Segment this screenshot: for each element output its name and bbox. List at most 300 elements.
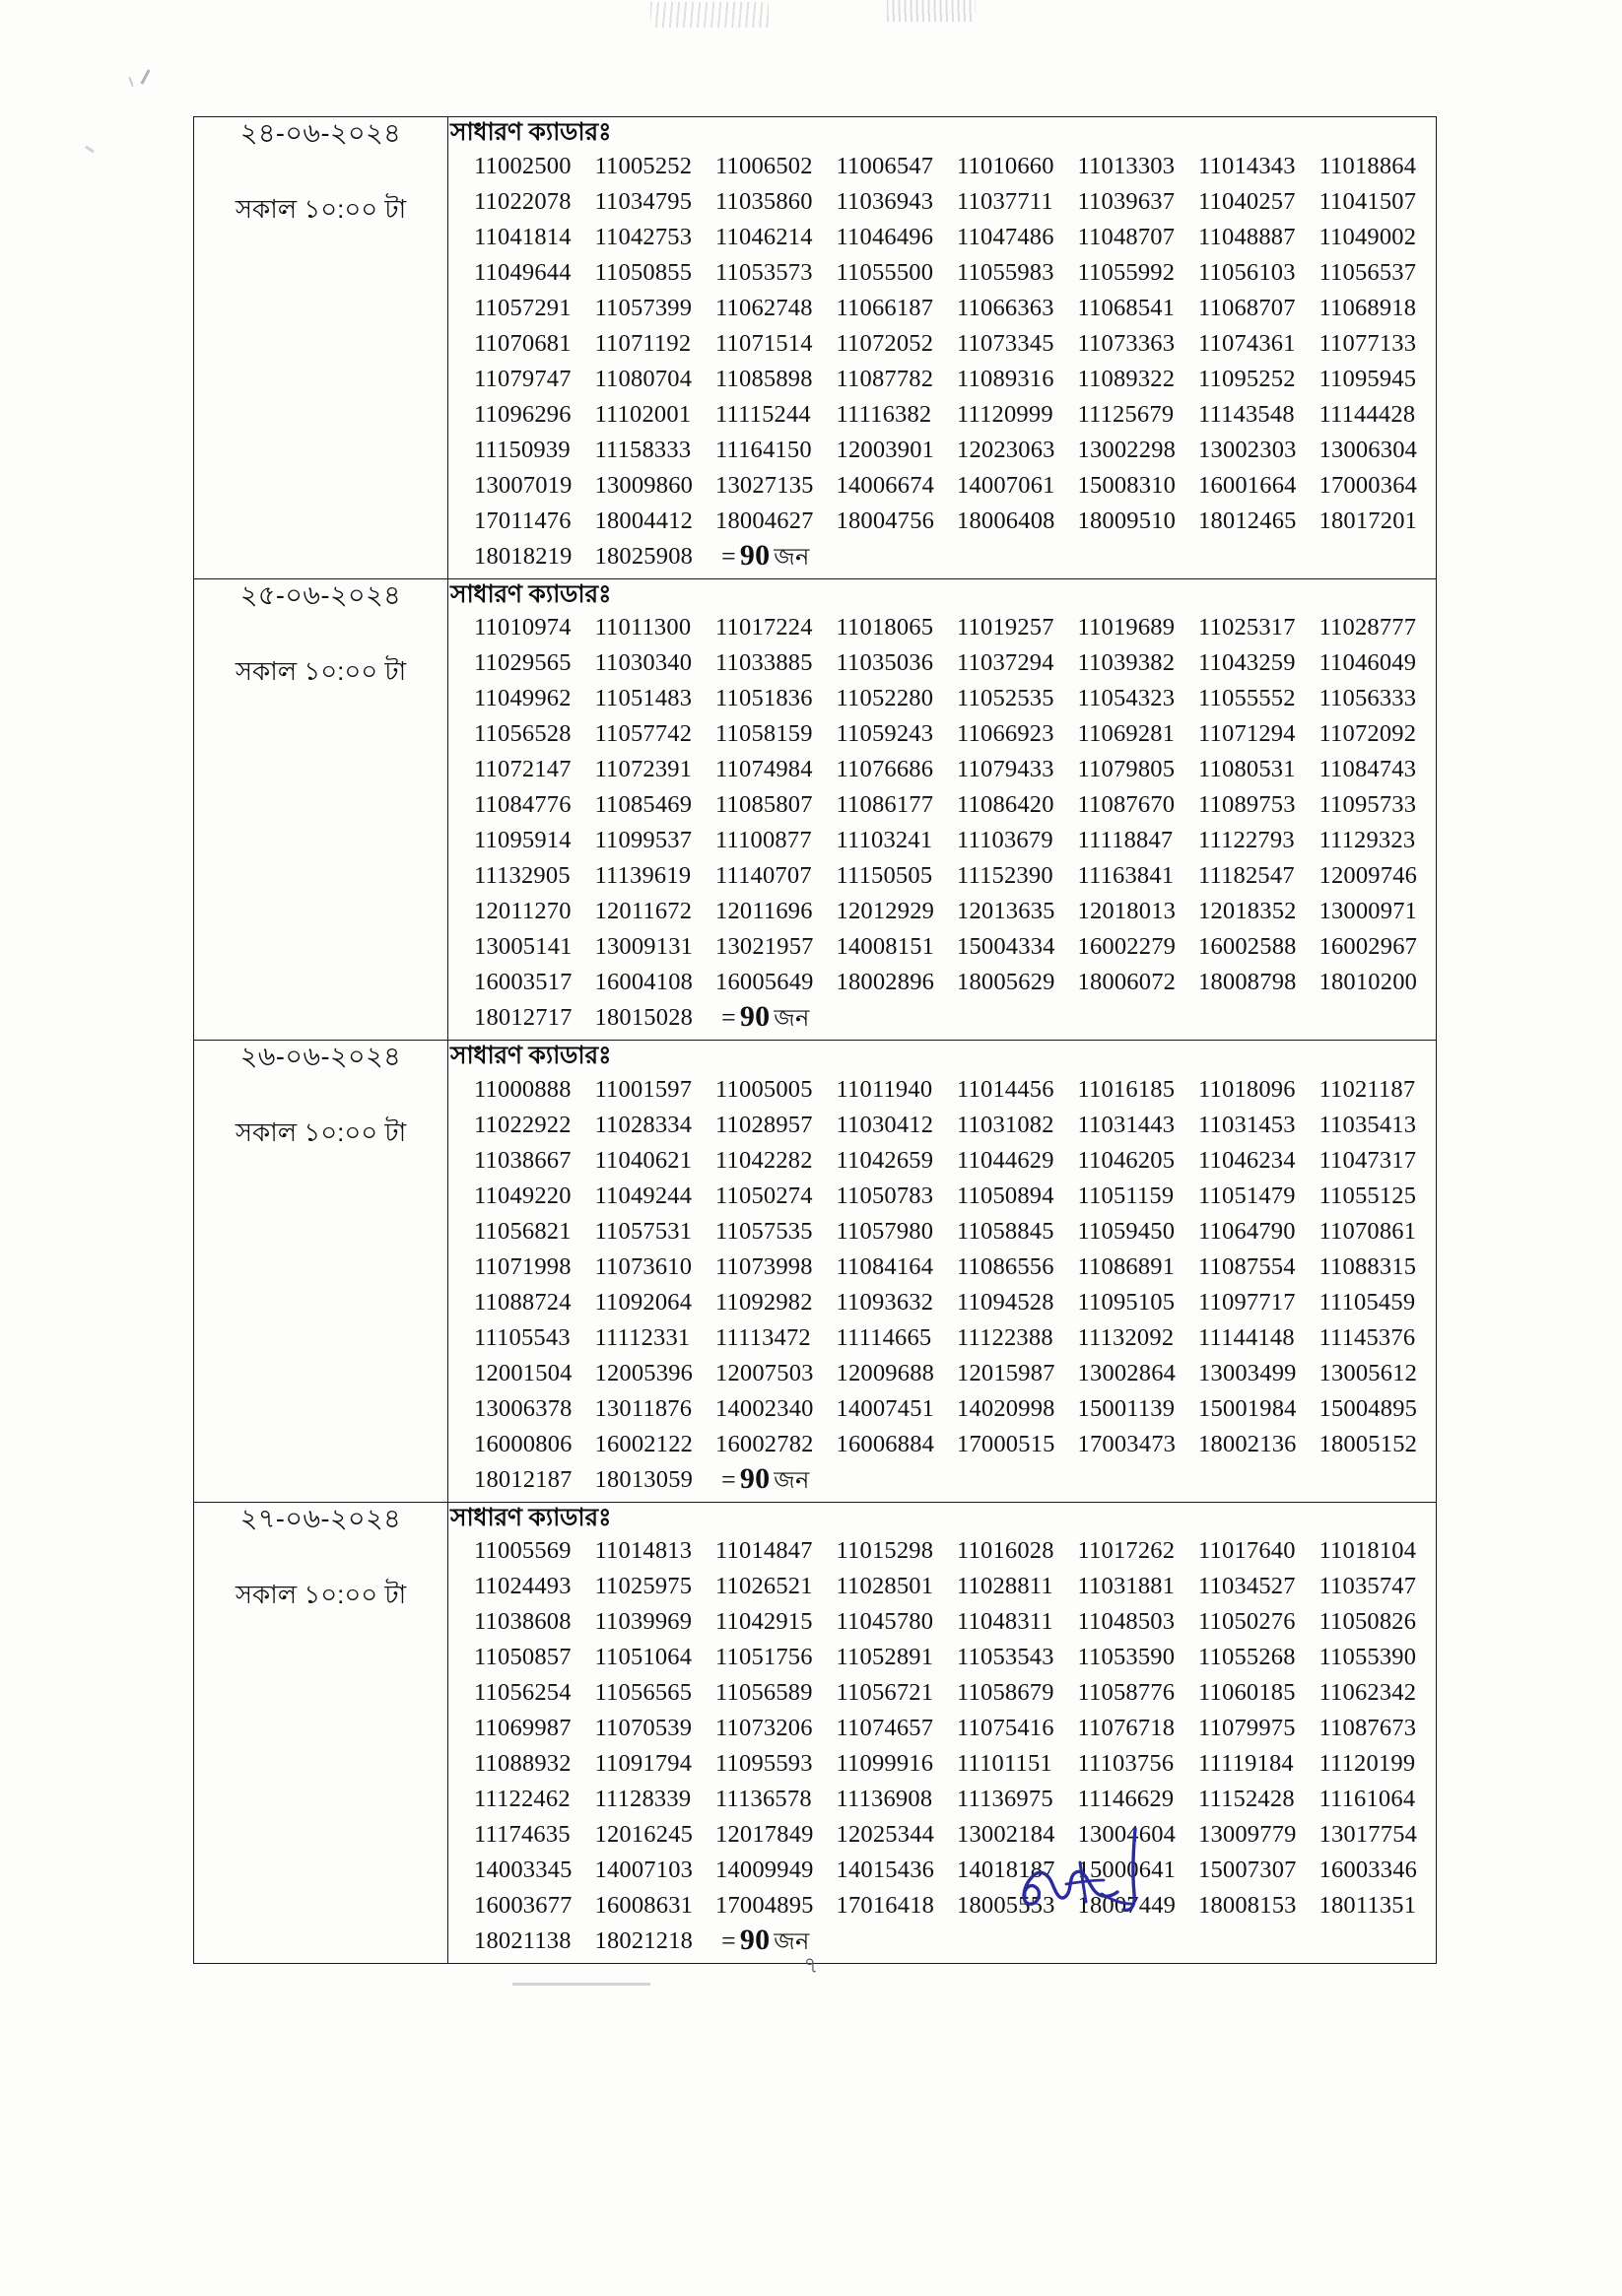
roll-number: 11088315 <box>1318 1252 1417 1280</box>
cadre-heading: সাধারণ ক্যাডারঃ <box>450 579 612 608</box>
roll-number: 11116382 <box>836 400 932 428</box>
roll-number: 11052280 <box>836 685 934 711</box>
roll-number: 11059243 <box>836 720 934 747</box>
roll-number: 11048503 <box>1077 1608 1176 1635</box>
roll-number: 11046214 <box>715 223 813 250</box>
roll-number: 11087782 <box>836 365 934 392</box>
roll-number: 11055500 <box>836 258 934 286</box>
scan-artifact-top-right <box>887 0 976 22</box>
roll-number: 18007449 <box>1077 1892 1177 1919</box>
roll-number: 16003677 <box>474 1892 573 1919</box>
roll-number: 11152390 <box>957 862 1053 889</box>
roll-number-grid <box>448 1533 1436 1963</box>
roll-number: 11005252 <box>594 152 693 179</box>
roll-number: 11152428 <box>1198 1786 1295 1812</box>
roll-number: 13002298 <box>1077 436 1177 463</box>
total-count-value: 90 <box>739 538 771 572</box>
roll-number: 15004895 <box>1318 1394 1418 1422</box>
roll-number: 11019689 <box>1077 614 1176 641</box>
roll-number: 11091794 <box>594 1750 693 1777</box>
roll-number: 18015028 <box>594 1004 694 1031</box>
roll-number: 16000806 <box>474 1430 573 1457</box>
roll-list-cell <box>448 1041 1437 1503</box>
roll-number: 11055983 <box>957 258 1054 286</box>
total-count-unit: জন <box>774 543 810 571</box>
roll-number: 13002303 <box>1198 436 1297 463</box>
roll-number: 11071514 <box>715 329 813 357</box>
roll-number: 11136578 <box>715 1786 812 1812</box>
roll-number: 14020998 <box>957 1394 1055 1422</box>
scan-artifact-left-3 <box>85 145 95 153</box>
roll-number: 14002340 <box>715 1394 814 1422</box>
scan-artifact-top-left <box>650 2 769 28</box>
roll-number: 18017201 <box>1318 506 1418 534</box>
equals-sign: = <box>721 1464 736 1494</box>
roll-number: 11057980 <box>836 1217 934 1245</box>
roll-number: 18005629 <box>957 969 1055 995</box>
roll-number: 11010974 <box>474 614 572 641</box>
roll-number: 13009131 <box>594 933 694 960</box>
total-count-marker <box>715 539 833 578</box>
roll-number: 18004627 <box>715 506 814 534</box>
roll-number: 12012929 <box>836 898 935 924</box>
roll-number: 11086420 <box>957 791 1054 818</box>
schedule-row <box>194 1041 1437 1503</box>
roll-number: 11164150 <box>715 436 812 463</box>
scan-artifact-left-2 <box>128 77 133 87</box>
roll-number: 14015436 <box>836 1857 935 1883</box>
roll-number: 11046496 <box>836 223 934 250</box>
roll-number: 11058679 <box>957 1679 1054 1706</box>
exam-time: সকাল ১০:০০ টা <box>235 1579 407 1609</box>
roll-number: 16002279 <box>1077 933 1177 960</box>
roll-number: 11042915 <box>715 1608 813 1635</box>
roll-number: 11163841 <box>1077 862 1175 889</box>
roll-number: 18004412 <box>594 506 694 534</box>
roll-number: 17016418 <box>836 1892 935 1919</box>
roll-number: 17003473 <box>1077 1430 1177 1457</box>
roll-number: 18005152 <box>1318 1430 1418 1457</box>
roll-number: 11073610 <box>594 1252 693 1280</box>
roll-number: 11040257 <box>1198 187 1296 215</box>
roll-number: 16001664 <box>1198 471 1297 499</box>
roll-number: 11112331 <box>594 1323 691 1351</box>
cadre-heading: সাধারণ ক্যাডারঃ <box>450 118 612 146</box>
roll-number: 11042753 <box>594 223 693 250</box>
date-time-cell <box>194 1502 448 1964</box>
roll-number: 11057742 <box>594 720 693 747</box>
roll-number: 11139619 <box>594 862 692 889</box>
roll-number: 11050894 <box>957 1182 1054 1209</box>
roll-number: 11066363 <box>957 294 1054 321</box>
roll-number: 11030412 <box>836 1111 934 1138</box>
total-count-unit: জন <box>774 1005 810 1032</box>
roll-number: 11128339 <box>594 1786 692 1812</box>
total-count-unit: জন <box>774 1928 810 1955</box>
roll-number: 16002122 <box>594 1430 694 1457</box>
roll-number: 11086556 <box>957 1252 1054 1280</box>
roll-number: 12003901 <box>836 436 935 463</box>
roll-number: 11053590 <box>1077 1644 1176 1670</box>
equals-sign: = <box>721 1003 736 1032</box>
roll-number: 11048311 <box>957 1608 1053 1635</box>
roll-number: 11057291 <box>474 294 572 321</box>
roll-number: 12018352 <box>1198 898 1297 924</box>
roll-number: 11015298 <box>836 1537 934 1564</box>
roll-number: 11047486 <box>957 223 1054 250</box>
roll-number: 11115244 <box>715 400 811 428</box>
roll-number: 11050857 <box>474 1644 572 1670</box>
roll-list-cell <box>448 1502 1437 1964</box>
roll-number: 11028501 <box>836 1573 934 1599</box>
roll-number: 11068918 <box>1318 294 1417 321</box>
roll-number: 11103679 <box>957 827 1053 853</box>
roll-number: 11161064 <box>1318 1786 1416 1812</box>
roll-number: 11042659 <box>836 1146 934 1174</box>
roll-number: 18005553 <box>957 1892 1055 1919</box>
roll-number: 11077133 <box>1318 329 1417 357</box>
roll-number: 17004895 <box>715 1892 814 1919</box>
roll-number: 11085807 <box>715 791 813 818</box>
roll-number: 11057531 <box>594 1217 693 1245</box>
roll-number: 11013303 <box>1077 152 1176 179</box>
roll-number: 11056333 <box>1318 685 1417 711</box>
roll-number: 11028334 <box>594 1111 693 1138</box>
roll-number: 11071998 <box>474 1252 572 1280</box>
roll-number: 15004334 <box>957 933 1055 960</box>
roll-number: 11080531 <box>1198 756 1296 782</box>
roll-number: 11029565 <box>474 649 572 676</box>
roll-number: 11140707 <box>715 862 812 889</box>
roll-number: 11031443 <box>1077 1111 1176 1138</box>
roll-number: 13002184 <box>957 1821 1055 1848</box>
roll-number: 11022078 <box>474 187 572 215</box>
cadre-heading: সাধারণ ক্যাডারঃ <box>450 1042 612 1069</box>
roll-number: 11102001 <box>594 400 692 428</box>
roll-number: 11005569 <box>474 1537 572 1564</box>
roll-number: 11084776 <box>474 791 572 818</box>
roll-number: 11050274 <box>715 1182 813 1209</box>
roll-number: 11046205 <box>1077 1146 1176 1174</box>
roll-number: 11136975 <box>957 1786 1053 1812</box>
total-count-unit: জন <box>774 1466 810 1494</box>
roll-number: 11086891 <box>1077 1252 1176 1280</box>
roll-number: 13007019 <box>474 471 573 499</box>
exam-time: সকাল ১০:০০ টা <box>235 194 407 225</box>
roll-number: 11114665 <box>836 1323 932 1351</box>
roll-number: 11050826 <box>1318 1608 1417 1635</box>
roll-number: 12023063 <box>957 436 1055 463</box>
roll-number: 11041814 <box>474 223 572 250</box>
roll-number: 18006408 <box>957 506 1055 534</box>
date-time-cell <box>194 117 448 579</box>
roll-number: 11095252 <box>1198 365 1296 392</box>
roll-number: 11052891 <box>836 1644 934 1670</box>
roll-number: 11046234 <box>1198 1146 1296 1174</box>
roll-number: 11088724 <box>474 1288 572 1316</box>
roll-number: 11010660 <box>957 152 1054 179</box>
roll-number: 11055552 <box>1198 685 1296 711</box>
roll-number: 11056589 <box>715 1679 813 1706</box>
roll-number: 11074657 <box>836 1715 934 1741</box>
roll-number: 11049962 <box>474 685 572 711</box>
roll-number: 11182547 <box>1198 862 1295 889</box>
roll-number: 11150939 <box>474 436 571 463</box>
roll-number: 11039969 <box>594 1608 693 1635</box>
roll-number: 11002500 <box>474 152 572 179</box>
roll-number: 11103241 <box>836 827 933 853</box>
roll-number: 11016028 <box>957 1537 1054 1564</box>
roll-number: 11034795 <box>594 187 693 215</box>
roll-number: 11057535 <box>715 1217 813 1245</box>
roll-number: 11072147 <box>474 756 572 782</box>
roll-number: 11048887 <box>1198 223 1296 250</box>
roll-number: 11122793 <box>1198 827 1295 853</box>
exam-time: সকাল ১০:০০ টা <box>235 1117 407 1148</box>
roll-number: 11037294 <box>957 649 1054 676</box>
roll-number: 11174635 <box>474 1821 571 1848</box>
roll-number: 11031881 <box>1077 1573 1176 1599</box>
roll-number: 11035413 <box>1318 1111 1417 1138</box>
roll-number: 11051159 <box>1077 1182 1175 1209</box>
roll-number: 11069281 <box>1077 720 1176 747</box>
roll-number: 11071192 <box>594 329 692 357</box>
exam-schedule-sheet <box>193 116 1437 1964</box>
roll-number: 11066923 <box>957 720 1054 747</box>
roll-number: 15007307 <box>1198 1857 1297 1883</box>
roll-number: 11040621 <box>594 1146 693 1174</box>
roll-number: 11070539 <box>594 1715 693 1741</box>
roll-number: 17000515 <box>957 1430 1055 1457</box>
roll-number: 11066187 <box>836 294 934 321</box>
roll-list-cell <box>448 578 1437 1041</box>
roll-number: 11072092 <box>1318 720 1417 747</box>
roll-number: 15000641 <box>1077 1857 1177 1883</box>
roll-number: 12009688 <box>836 1359 935 1386</box>
roll-number: 11122388 <box>957 1323 1053 1351</box>
roll-number: 11145376 <box>1318 1323 1416 1351</box>
roll-number: 11053543 <box>957 1644 1054 1670</box>
roll-number: 14003345 <box>474 1857 573 1883</box>
roll-number: 11119184 <box>1198 1750 1294 1777</box>
roll-number: 11099916 <box>836 1750 934 1777</box>
roll-number: 11100877 <box>715 827 812 853</box>
roll-number: 14006674 <box>836 471 935 499</box>
exam-date: ২৪-০৬-২০২৪ <box>239 118 402 148</box>
roll-number: 18012717 <box>474 1004 573 1031</box>
roll-number: 11056528 <box>474 720 572 747</box>
roll-number: 11035036 <box>836 649 934 676</box>
roll-number: 11105459 <box>1318 1288 1416 1316</box>
roll-number: 12018013 <box>1077 898 1177 924</box>
roll-number: 11095105 <box>1077 1288 1176 1316</box>
roll-number: 11051479 <box>1198 1182 1296 1209</box>
roll-number: 12009746 <box>1318 862 1418 889</box>
total-count-value: 90 <box>739 1461 771 1495</box>
roll-number: 11058845 <box>957 1217 1054 1245</box>
roll-number: 14018187 <box>957 1857 1055 1883</box>
roll-number: 13003499 <box>1198 1359 1297 1386</box>
roll-number: 11075416 <box>957 1715 1054 1741</box>
exam-date: ২৫-০৬-২০২৪ <box>239 579 402 610</box>
roll-number: 11144148 <box>1198 1323 1295 1351</box>
roll-number: 18012465 <box>1198 506 1297 534</box>
roll-number: 11072052 <box>836 329 934 357</box>
roll-number: 11120999 <box>957 400 1053 428</box>
cadre-heading: সাধারণ ক্যাডারঃ <box>450 1503 612 1531</box>
roll-number: 11006502 <box>715 152 813 179</box>
roll-number: 11092982 <box>715 1288 813 1316</box>
roll-number: 11072391 <box>594 756 693 782</box>
roll-number: 11073998 <box>715 1252 813 1280</box>
roll-number: 11031082 <box>957 1111 1054 1138</box>
roll-number: 11028777 <box>1318 614 1417 641</box>
roll-number: 11073206 <box>715 1715 813 1741</box>
roll-number: 12005396 <box>594 1359 694 1386</box>
roll-number: 16003517 <box>474 969 573 995</box>
roll-number: 11039382 <box>1077 649 1176 676</box>
exam-date: ২৬-০৬-২০২৪ <box>239 1042 402 1071</box>
roll-number: 11093632 <box>836 1288 934 1316</box>
roll-number: 11042282 <box>715 1146 813 1174</box>
roll-number: 11132905 <box>474 862 571 889</box>
roll-number: 11094528 <box>957 1288 1054 1316</box>
roll-number: 11129323 <box>1318 827 1416 853</box>
roll-number: 11017224 <box>715 614 813 641</box>
roll-number: 11041507 <box>1318 187 1417 215</box>
roll-number: 16006884 <box>836 1430 935 1457</box>
roll-number: 11025975 <box>594 1573 693 1599</box>
roll-number: 11095945 <box>1318 365 1417 392</box>
roll-number: 11025317 <box>1198 614 1296 641</box>
roll-number: 13009860 <box>594 471 694 499</box>
roll-number: 11095914 <box>474 827 572 853</box>
roll-number: 11076718 <box>1077 1715 1176 1741</box>
roll-number: 11097717 <box>1198 1288 1296 1316</box>
total-count-marker <box>715 1000 833 1040</box>
roll-number: 11074984 <box>715 756 813 782</box>
roll-number: 13009779 <box>1198 1821 1297 1848</box>
roll-number: 11022922 <box>474 1111 572 1138</box>
roll-number: 11073345 <box>957 329 1054 357</box>
equals-sign: = <box>721 1926 736 1955</box>
signature <box>1007 1825 1194 1943</box>
roll-number: 16008631 <box>594 1892 694 1919</box>
roll-number: 11018065 <box>836 614 934 641</box>
roll-number: 11014847 <box>715 1537 813 1564</box>
roll-number-grid <box>448 149 1436 578</box>
roll-number: 11085469 <box>594 791 693 818</box>
roll-number: 18002896 <box>836 969 935 995</box>
roll-number: 11030340 <box>594 649 693 676</box>
roll-number: 11070681 <box>474 329 572 357</box>
roll-number: 11062342 <box>1318 1679 1417 1706</box>
roll-number: 11049002 <box>1318 223 1417 250</box>
total-count-value: 90 <box>739 1000 771 1033</box>
roll-number: 11051064 <box>594 1644 693 1670</box>
roll-number: 11018096 <box>1198 1075 1296 1103</box>
roll-number: 11074361 <box>1198 329 1296 357</box>
roll-number: 11146629 <box>1077 1786 1175 1812</box>
roll-number: 11103756 <box>1077 1750 1175 1777</box>
roll-number: 11105543 <box>474 1323 571 1351</box>
roll-number: 11089753 <box>1198 791 1296 818</box>
roll-number: 11021187 <box>1318 1075 1416 1103</box>
roll-number: 11144428 <box>1318 400 1416 428</box>
date-time-cell <box>194 1041 448 1503</box>
roll-number: 11064790 <box>1198 1217 1296 1245</box>
roll-number: 11056565 <box>594 1679 693 1706</box>
roll-number: 16003346 <box>1318 1857 1418 1883</box>
roll-number: 11047317 <box>1318 1146 1417 1174</box>
roll-number: 12007503 <box>715 1359 814 1386</box>
roll-number: 11050855 <box>594 258 693 286</box>
roll-number: 11087670 <box>1077 791 1176 818</box>
roll-number: 11055992 <box>1077 258 1176 286</box>
roll-number: 18008798 <box>1198 969 1297 995</box>
schedule-row <box>194 1502 1437 1964</box>
roll-number: 11056721 <box>836 1679 934 1706</box>
roll-number: 11095733 <box>1318 791 1417 818</box>
roll-number: 11043259 <box>1198 649 1296 676</box>
roll-number: 11071294 <box>1198 720 1296 747</box>
roll-number: 17000364 <box>1318 471 1418 499</box>
roll-number: 11011940 <box>836 1075 933 1103</box>
roll-number: 11084164 <box>836 1252 934 1280</box>
roll-number: 11143548 <box>1198 400 1295 428</box>
roll-number: 11038608 <box>474 1608 572 1635</box>
roll-number: 11055390 <box>1318 1644 1417 1670</box>
roll-number: 11118847 <box>1077 827 1174 853</box>
roll-number: 16004108 <box>594 969 694 995</box>
roll-number: 12011672 <box>594 898 693 924</box>
roll-number: 18021218 <box>594 1927 694 1954</box>
roll-number: 11089316 <box>957 365 1054 392</box>
roll-number: 12011696 <box>715 898 813 924</box>
roll-number: 11049244 <box>594 1182 693 1209</box>
roll-number: 11045780 <box>836 1608 934 1635</box>
roll-number: 11132092 <box>1077 1323 1175 1351</box>
roll-number: 11018104 <box>1318 1537 1417 1564</box>
roll-number: 18025908 <box>594 542 694 570</box>
roll-number: 15008310 <box>1077 471 1177 499</box>
roll-number: 11016185 <box>1077 1075 1176 1103</box>
roll-number: 11017640 <box>1198 1537 1296 1564</box>
roll-number: 11011300 <box>594 614 692 641</box>
roll-number: 11058776 <box>1077 1679 1176 1706</box>
roll-number-grid <box>448 1072 1436 1502</box>
roll-number: 11044629 <box>957 1146 1054 1174</box>
roll-number: 11076686 <box>836 756 934 782</box>
roll-number: 18009510 <box>1077 506 1177 534</box>
exam-date: ২৭-০৬-২০২৪ <box>239 1503 402 1533</box>
roll-number: 11080704 <box>594 365 693 392</box>
roll-number: 11024493 <box>474 1573 572 1599</box>
roll-number: 17011476 <box>474 506 572 534</box>
roll-number: 11037711 <box>957 187 1053 215</box>
roll-number: 13006304 <box>1318 436 1418 463</box>
roll-number: 11053573 <box>715 258 813 286</box>
roll-number: 11051756 <box>715 1644 813 1670</box>
roll-number: 18012187 <box>474 1465 573 1493</box>
roll-number: 11079747 <box>474 365 572 392</box>
roll-number: 14008151 <box>836 933 935 960</box>
roll-number: 11122462 <box>474 1786 571 1812</box>
roll-number: 11055268 <box>1198 1644 1296 1670</box>
exam-time: সকাল ১০:০০ টা <box>235 655 407 686</box>
roll-number: 12017849 <box>715 1821 814 1848</box>
roll-number: 12001504 <box>474 1359 573 1386</box>
